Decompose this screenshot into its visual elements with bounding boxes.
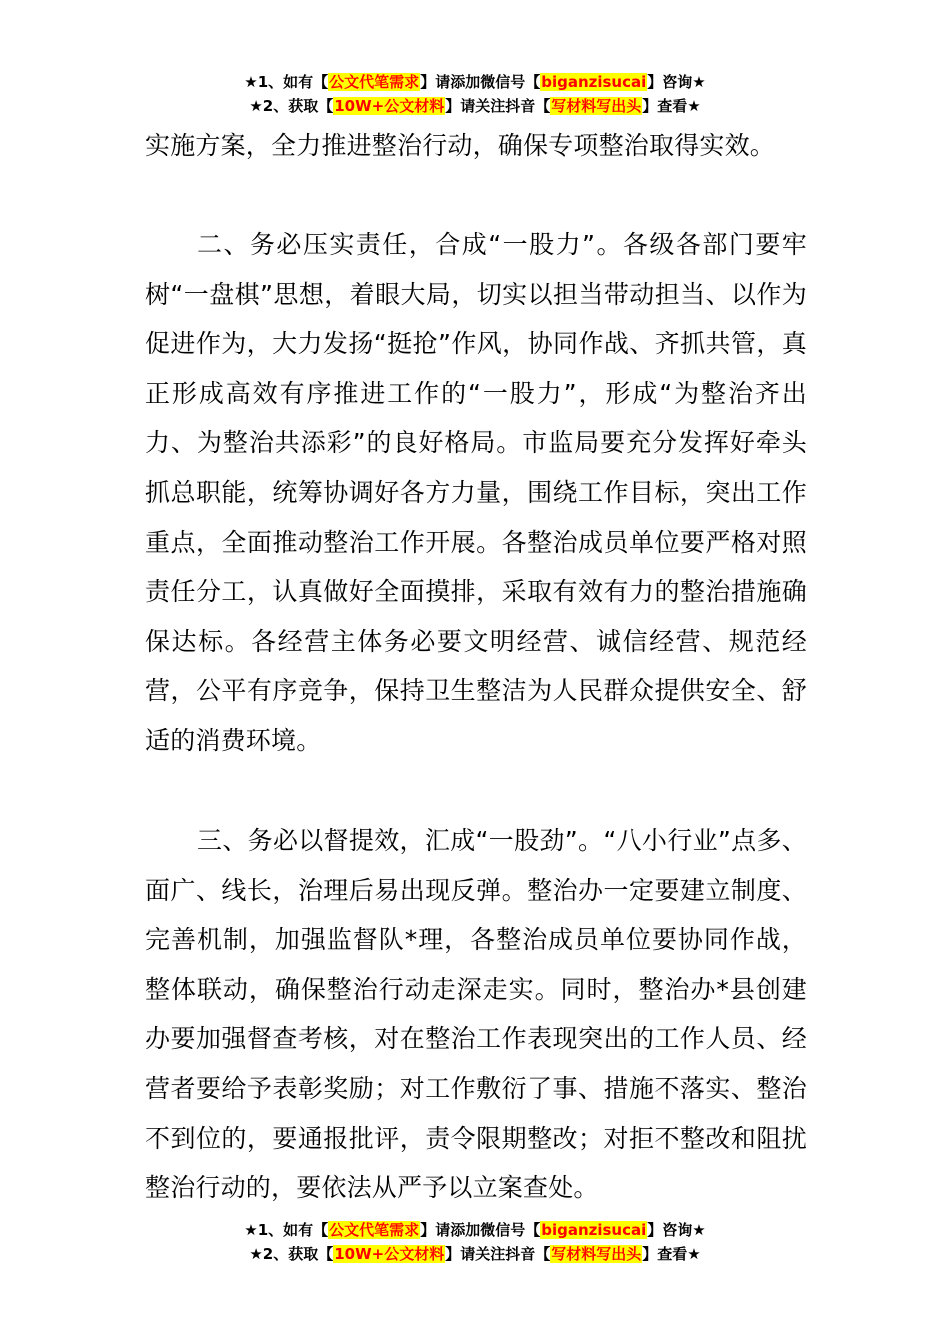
- highlight-materials: 10W+公文材料: [334, 1245, 445, 1263]
- promo-banner-bottom: [0, 1218, 950, 1266]
- highlight-materials: 10W+公文材料: [334, 97, 445, 115]
- promo-line-1: ★1、如有【公文代笔需求】请添加微信号【biganzisucai】咨询★: [244, 73, 706, 91]
- highlight-douyin: 写材料写出头: [551, 1245, 642, 1263]
- promo-banner-top: [0, 70, 950, 118]
- highlight-wechat-id: biganzisucai: [541, 1221, 647, 1239]
- highlight-service: 公文代笔需求: [329, 73, 420, 91]
- highlight-douyin: 写材料写出头: [551, 97, 642, 115]
- highlight-service: 公文代笔需求: [329, 1221, 420, 1239]
- section-three-paragraph: 三、务必以督提效，汇成“一股劲”。“八小行业”点多、面广、线长，治理后易出现反弹。整治办一定要建立制度、完善机制，加强监督队*理，各整治成员单位要协同作战，整体联动，确保整治行动走深走实。同时，整治办*县创建办要加强督查考核，对在整治工作表现突出的工作人员、经营者要给予表彰奖励；对工作敷衍了事、措施不落实、整治不到位的，要通报批评，责令限期整改；对拒不整改和阻扰整治行动的，要依法从严予以立案查处。: [145, 826, 807, 1203]
- section-two-paragraph: 二、务必压实责任，合成“一股力”。各级各部门要牢树“一盘棋”思想，着眼大局，切实以担当带动担当、以作为促进作为，大力发扬“挺抢”作风，协同作战、齐抓共管，真正形成高效有序推进工作的“一股力”，形成“为整治齐出力、为整治共添彩”的良好格局。市监局要充分发挥好牵头抓总职能，统筹协调好各方力量，围绕工作目标，突出工作重点，全面推动整治工作开展。各整治成员单位要严格对照责任分工，认真做好全面摸排，采取有效有力的整治措施确保达标。各经营主体务必要文明经营、诚信经营、规范经营，公平有序竞争，保持卫生整洁为人民群众提供安全、舒适的消费环境。: [145, 230, 807, 755]
- promo-line-2: ★2、获取【10W+公文材料】请关注抖音【写材料写出头】查看★: [249, 97, 701, 115]
- promo-line-1: ★1、如有【公文代笔需求】请添加微信号【biganzisucai】咨询★: [244, 1221, 706, 1239]
- highlight-wechat-id: biganzisucai: [541, 73, 647, 91]
- continuation-paragraph: 实施方案，全力推进整治行动，确保专项整治取得实效。: [145, 131, 776, 160]
- promo-line-2: ★2、获取【10W+公文材料】请关注抖音【写材料写出头】查看★: [249, 1245, 701, 1263]
